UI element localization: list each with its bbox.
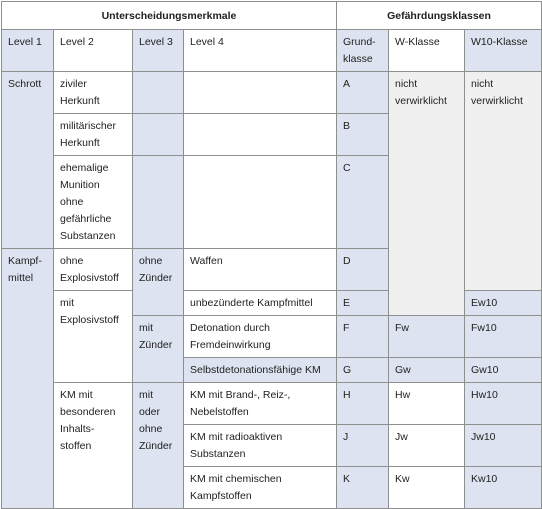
col-header-grundklasse: Grund- klasse <box>337 30 389 72</box>
cell-ew10: Ew10 <box>465 291 542 316</box>
cell-ohne-zuender: ohne Zünder <box>133 249 184 316</box>
cell-detonation-fremdeinwirkung: Detonation durch Fremdeinwirkung <box>184 316 337 358</box>
cell-empty-l3 <box>133 114 184 156</box>
cell-ohne-explosivstoff: ohne Explosivstoff <box>54 249 133 291</box>
cell-militaerischer-herkunft: militärischer Herkunft <box>54 114 133 156</box>
col-header-level3: Level 3 <box>133 30 184 72</box>
cell-kw10: Kw10 <box>465 467 542 509</box>
cell-class-e: E <box>337 291 389 316</box>
cell-w-nicht-verwirklicht: nicht verwirklicht <box>389 72 465 316</box>
cell-selbstdetonationsfaehige-km: Selbstdetonationsfähige KM <box>184 358 337 383</box>
col-header-level4: Level 4 <box>184 30 337 72</box>
cell-class-j: J <box>337 425 389 467</box>
col-header-level1: Level 1 <box>2 30 54 72</box>
cell-fw10: Fw10 <box>465 316 542 358</box>
cell-fw: Fw <box>389 316 465 358</box>
cell-class-f: F <box>337 316 389 358</box>
col-header-w10klasse: W10-Klasse <box>465 30 542 72</box>
cell-radioaktive-substanzen: KM mit radioaktiven Substanzen <box>184 425 337 467</box>
cell-brand-reiz-nebelstoffe: KM mit Brand-, Reiz-, Nebelstoffen <box>184 383 337 425</box>
cell-schrott: Schrott <box>2 72 54 249</box>
cell-empty-l4 <box>184 156 337 249</box>
cell-class-c: C <box>337 156 389 249</box>
cell-empty-l4 <box>184 114 337 156</box>
cell-km-besondere-inhaltsstoffe: KM mit besonderen Inhalts- stoffen <box>54 383 133 509</box>
cell-unbezuenderte-kampfmittel: unbezünderte Kampfmittel <box>184 291 337 316</box>
cell-jw: Jw <box>389 425 465 467</box>
cell-chemische-kampfstoffe: KM mit chemischen Kampfstoffen <box>184 467 337 509</box>
cell-class-d: D <box>337 249 389 291</box>
cell-hw10: Hw10 <box>465 383 542 425</box>
cell-empty-l3 <box>133 156 184 249</box>
cell-mit-oder-ohne-zuender: mit oder ohne Zünder <box>133 383 184 509</box>
cell-empty-l3 <box>133 72 184 114</box>
cell-hw: Hw <box>389 383 465 425</box>
col-header-wklasse: W-Klasse <box>389 30 465 72</box>
cell-kw: Kw <box>389 467 465 509</box>
classification-table <box>1 1 542 509</box>
header-gefaehrdungsklassen: Gefährdungsklassen <box>337 2 542 30</box>
cell-class-g: G <box>337 358 389 383</box>
cell-jw10: Jw10 <box>465 425 542 467</box>
cell-ziviler-herkunft: ziviler Herkunft <box>54 72 133 114</box>
header-unterscheidungsmerkmale: Unterscheidungsmerkmale <box>2 2 337 30</box>
cell-empty-l4 <box>184 72 337 114</box>
col-header-level2: Level 2 <box>54 30 133 72</box>
cell-waffen: Waffen <box>184 249 337 291</box>
cell-w10-nicht-verwirklicht: nicht verwirklicht <box>465 72 542 291</box>
cell-mit-explosivstoff: mit Explosivstoff <box>54 291 133 383</box>
cell-gw10: Gw10 <box>465 358 542 383</box>
cell-class-a: A <box>337 72 389 114</box>
cell-gw: Gw <box>389 358 465 383</box>
cell-class-h: H <box>337 383 389 425</box>
cell-kampfmittel: Kampf- mittel <box>2 249 54 509</box>
cell-ehemalige-munition: ehemalige Munition ohne gefährliche Substanzen <box>54 156 133 249</box>
cell-class-b: B <box>337 114 389 156</box>
cell-mit-zuender: mit Zünder <box>133 316 184 383</box>
cell-class-k: K <box>337 467 389 509</box>
